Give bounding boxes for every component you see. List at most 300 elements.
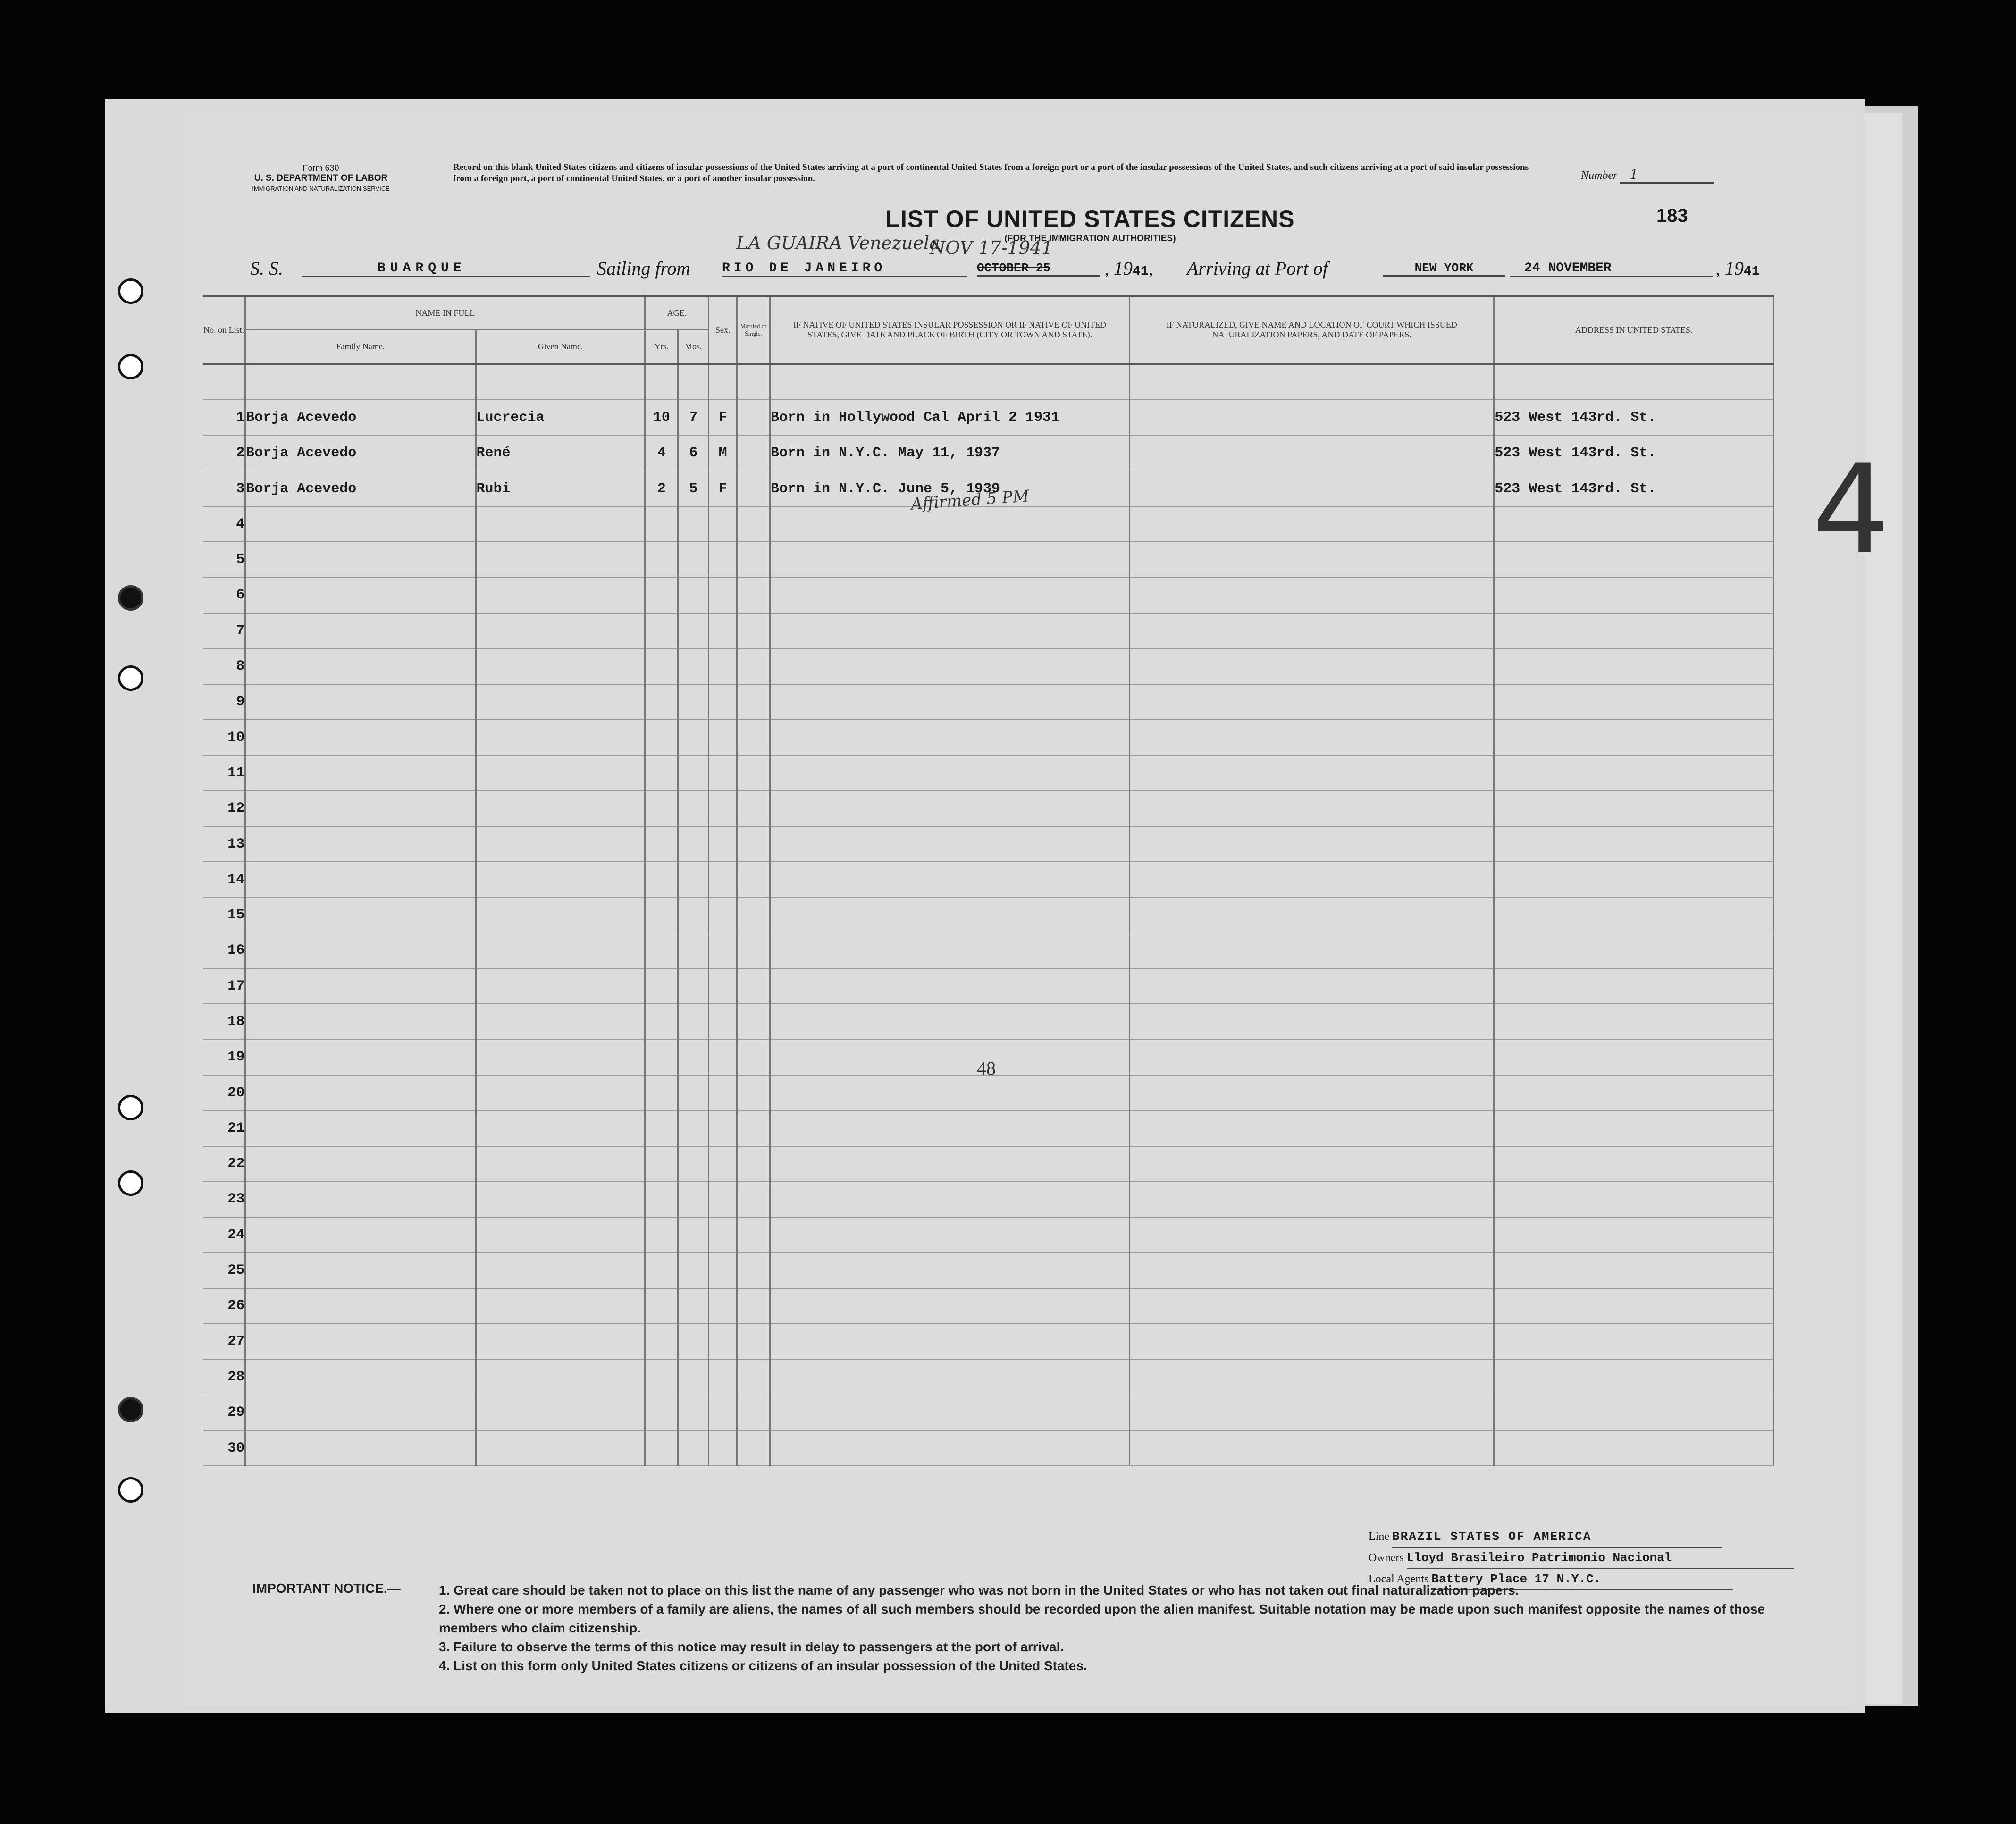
sex-cell <box>709 1324 737 1359</box>
marital-status-cell <box>737 542 770 577</box>
age-years-cell <box>645 578 678 613</box>
family-name-cell <box>245 1075 476 1110</box>
row-number: 29 <box>203 1395 245 1430</box>
marital-status-cell <box>737 720 770 755</box>
notice-item: 4. List on this form only United States citizens or citizens of an insular possession of the United States. <box>439 1658 1087 1673</box>
age-months-cell <box>678 1110 709 1146</box>
row-number: 9 <box>203 684 245 720</box>
family-name-cell <box>245 755 476 790</box>
age-years-cell <box>645 862 678 897</box>
age-months-cell <box>678 791 709 826</box>
us-address-cell <box>1494 1040 1774 1075</box>
given-name-cell <box>476 1217 645 1252</box>
col-name-in-full: NAME IN FULL <box>245 296 645 330</box>
sex-cell <box>709 1110 737 1146</box>
age-years-cell <box>645 684 678 720</box>
notice-item: 1. Great care should be taken not to place on this list the name of any passenger who was not born in the United States or who has not taken out final naturalization papers. <box>439 1583 1519 1597</box>
given-name-cell <box>476 862 645 897</box>
birth-details-cell <box>770 1324 1129 1359</box>
row-number: 20 <box>203 1075 245 1110</box>
arriving-label: Arriving at Port of <box>1187 258 1328 279</box>
birth-details-cell <box>770 862 1129 897</box>
col-sex: Sex. <box>709 296 737 364</box>
us-address-cell <box>1494 684 1774 720</box>
naturalization-details-cell <box>1130 826 1494 862</box>
naturalization-details-cell <box>1130 1217 1494 1252</box>
given-name-cell <box>476 933 645 968</box>
ship-name: BUARQUE <box>302 261 590 277</box>
age-years-cell <box>645 648 678 684</box>
family-name-cell <box>245 506 476 542</box>
row-number: 4 <box>203 506 245 542</box>
us-address-cell <box>1494 755 1774 790</box>
marital-status-cell <box>737 1252 770 1288</box>
naturalization-details-cell <box>1130 791 1494 826</box>
us-address-cell <box>1494 506 1774 542</box>
row-number: 12 <box>203 791 245 826</box>
family-name-cell <box>245 1395 476 1430</box>
birth-details-cell <box>770 506 1129 542</box>
birth-details-cell <box>770 1075 1129 1110</box>
sailing-date: OCTOBER 25 <box>977 261 1100 277</box>
row-number: 28 <box>203 1359 245 1395</box>
marital-status-cell <box>737 684 770 720</box>
row-number: 3 <box>203 471 245 506</box>
table-row <box>203 720 1774 755</box>
sex-cell <box>709 1075 737 1110</box>
us-address-cell <box>1494 968 1774 1004</box>
given-name-cell <box>476 542 645 577</box>
naturalization-details-cell <box>1130 1288 1494 1324</box>
sex-cell <box>709 791 737 826</box>
col-age: AGE. <box>645 296 709 330</box>
family-name-cell: Borja Acevedo <box>245 471 476 506</box>
marital-status-cell <box>737 1324 770 1359</box>
form-subtitle: (FOR THE IMMIGRATION AUTHORITIES) <box>1004 234 1176 244</box>
family-name-cell <box>245 826 476 862</box>
family-name-cell <box>245 1040 476 1075</box>
age-years-cell <box>645 1359 678 1395</box>
binder-hole <box>118 1095 143 1120</box>
birth-details-cell <box>770 1395 1129 1430</box>
naturalization-details-cell <box>1130 1040 1494 1075</box>
family-name-cell <box>245 791 476 826</box>
given-name-cell <box>476 506 645 542</box>
row-number: 6 <box>203 578 245 613</box>
birth-details-cell <box>770 1217 1129 1252</box>
notice-list <box>439 1581 1817 1675</box>
row-number: 2 <box>203 436 245 471</box>
us-address-cell <box>1494 862 1774 897</box>
owners-label: Owners <box>1369 1552 1404 1564</box>
birth-details-cell <box>770 684 1129 720</box>
marital-status-cell <box>737 897 770 933</box>
given-name-cell <box>476 968 645 1004</box>
binder-hole <box>118 354 143 379</box>
birth-details-cell <box>770 1146 1129 1182</box>
age-years-cell <box>645 542 678 577</box>
naturalization-details-cell <box>1130 897 1494 933</box>
age-months-cell <box>678 1252 709 1288</box>
age-years-cell <box>645 1075 678 1110</box>
table-row <box>203 897 1774 933</box>
age-years-cell <box>645 791 678 826</box>
age-years-cell <box>645 613 678 648</box>
sex-cell <box>709 542 737 577</box>
birth-details-cell: Born in N.Y.C. May 11, 1937 <box>770 436 1129 471</box>
family-name-cell: Borja Acevedo <box>245 436 476 471</box>
ss-label: S. S. <box>250 258 283 279</box>
center-page-number: 48 <box>977 1058 996 1079</box>
age-months-cell <box>678 684 709 720</box>
sex-cell <box>709 1146 737 1182</box>
line-value: BRAZIL STATES OF AMERICA <box>1392 1527 1722 1548</box>
marital-status-cell <box>737 1182 770 1217</box>
given-name-cell <box>476 684 645 720</box>
age-years-cell <box>645 1395 678 1430</box>
marital-status-cell <box>737 1110 770 1146</box>
naturalization-details-cell <box>1130 542 1494 577</box>
birth-details-cell <box>770 648 1129 684</box>
marital-status-cell <box>737 791 770 826</box>
naturalization-details-cell <box>1130 1075 1494 1110</box>
table-row <box>203 1217 1774 1252</box>
age-months-cell <box>678 578 709 613</box>
family-name-cell <box>245 1288 476 1324</box>
age-months-cell <box>678 720 709 755</box>
table-row <box>203 613 1774 648</box>
family-name-cell <box>245 968 476 1004</box>
form-instruction: Record on this blank United States citizens and citizens of insular possessions of the United States arriving at a port of continental United States from a foreign port or a port of the insular possessions of the United States, and such citizens arriving at a port of said insular possessions from a foreign port, a port of continental United States, or a port of another insular possession. <box>453 162 1529 184</box>
us-address-cell <box>1494 1430 1774 1466</box>
us-address-cell <box>1494 1075 1774 1110</box>
marital-status-cell <box>737 1004 770 1039</box>
marital-status-cell <box>737 1075 770 1110</box>
sailing-label: Sailing from <box>597 258 690 279</box>
us-address-cell <box>1494 542 1774 577</box>
age-years-cell <box>645 897 678 933</box>
naturalization-details-cell <box>1130 1182 1494 1217</box>
owners-field <box>1369 1548 1840 1569</box>
age-months-cell: 5 <box>678 471 709 506</box>
given-name-cell <box>476 1146 645 1182</box>
naturalization-details-cell <box>1130 648 1494 684</box>
given-name-cell: René <box>476 436 645 471</box>
table-row <box>203 1252 1774 1288</box>
notice-item: 2. Where one or more members of a family are aliens, the names of all such members should be recorded upon the alien manifest. Suitable notation may be made upon such manifest opposite the names of those members who claim citizenship. <box>439 1602 1765 1635</box>
us-address-cell <box>1494 1288 1774 1324</box>
birth-details-cell <box>770 1288 1129 1324</box>
binder-hole <box>118 278 143 304</box>
naturalization-details-cell <box>1130 506 1494 542</box>
number-label: Number <box>1581 169 1618 182</box>
given-name-cell: Rubi <box>476 471 645 506</box>
row-number: 10 <box>203 720 245 755</box>
age-years-cell: 2 <box>645 471 678 506</box>
sex-cell <box>709 1182 737 1217</box>
us-address-cell <box>1494 613 1774 648</box>
row-number: 27 <box>203 1324 245 1359</box>
birth-details-cell <box>770 720 1129 755</box>
table-row <box>203 436 1774 471</box>
us-address-cell: 523 West 143rd. St. <box>1494 471 1774 506</box>
naturalization-details-cell <box>1130 1324 1494 1359</box>
table-row <box>203 791 1774 826</box>
age-months-cell: 7 <box>678 400 709 435</box>
row-number: 21 <box>203 1110 245 1146</box>
table-row <box>203 1110 1774 1146</box>
sex-cell <box>709 1217 737 1252</box>
marital-status-cell <box>737 613 770 648</box>
col-no: No. on List. <box>203 296 245 364</box>
birth-details-cell <box>770 968 1129 1004</box>
row-number: 30 <box>203 1430 245 1466</box>
given-name-cell <box>476 826 645 862</box>
agents-label: Local Agents <box>1369 1573 1429 1585</box>
arrival-year-prefix: 19 <box>1725 258 1744 279</box>
family-name-cell <box>245 1217 476 1252</box>
age-months-cell <box>678 897 709 933</box>
sex-cell <box>709 720 737 755</box>
row-number: 5 <box>203 542 245 577</box>
birth-details-cell <box>770 578 1129 613</box>
table-row <box>203 1146 1774 1182</box>
table-row <box>203 862 1774 897</box>
us-address-cell <box>1494 1359 1774 1395</box>
marital-status-cell <box>737 400 770 435</box>
table-row <box>203 933 1774 968</box>
table-row <box>203 684 1774 720</box>
naturalization-details-cell <box>1130 436 1494 471</box>
service-name: IMMIGRATION AND NATURALIZATION SERVICE <box>252 185 390 192</box>
family-name-cell <box>245 1252 476 1288</box>
row-number: 17 <box>203 968 245 1004</box>
table-row <box>203 1288 1774 1324</box>
us-address-cell <box>1494 1395 1774 1430</box>
family-name-cell: Borja Acevedo <box>245 400 476 435</box>
age-months-cell <box>678 1075 709 1110</box>
given-name-cell <box>476 1430 645 1466</box>
page-number: 183 <box>1656 205 1688 226</box>
margin-handwritten-number: 4 <box>1812 439 1890 581</box>
sex-cell <box>709 1004 737 1039</box>
given-name-cell <box>476 1252 645 1288</box>
family-name-cell <box>245 1004 476 1039</box>
age-months-cell <box>678 542 709 577</box>
col-address: ADDRESS IN UNITED STATES. <box>1494 296 1774 364</box>
age-years-cell <box>645 826 678 862</box>
col-mos: Mos. <box>678 330 709 364</box>
naturalization-details-cell <box>1130 1004 1494 1039</box>
naturalization-details-cell <box>1130 684 1494 720</box>
sex-cell <box>709 862 737 897</box>
col-native: IF NATIVE OF UNITED STATES INSULAR POSSESSION OR IF NATIVE OF UNITED STATES, GIVE DATE AND PLACE OF BIRTH (CITY OR TOWN AND STATE). <box>770 296 1129 364</box>
family-name-cell <box>245 933 476 968</box>
number-field <box>1581 167 1714 184</box>
row-number: 7 <box>203 613 245 648</box>
form-title: LIST OF UNITED STATES CITIZENS <box>885 206 1295 232</box>
sex-cell <box>709 897 737 933</box>
birth-details-cell: Born in Hollywood Cal April 2 1931 <box>770 400 1129 435</box>
sex-cell <box>709 1395 737 1430</box>
line-field <box>1369 1527 1840 1548</box>
marital-status-cell <box>737 1359 770 1395</box>
given-name-cell <box>476 1395 645 1430</box>
age-months-cell <box>678 648 709 684</box>
handwritten-birth-note: Affirmed 5 PM <box>910 487 1030 514</box>
us-address-cell <box>1494 720 1774 755</box>
sailing-port: RIO DE JANEIRO <box>722 261 967 277</box>
birth-details-cell <box>770 1040 1129 1075</box>
us-address-cell <box>1494 1110 1774 1146</box>
marital-status-cell <box>737 1217 770 1252</box>
age-years-cell <box>645 506 678 542</box>
row-number: 19 <box>203 1040 245 1075</box>
agents-value: Battery Place 17 N.Y.C. <box>1431 1569 1733 1590</box>
table-row <box>203 400 1774 435</box>
given-name-cell <box>476 1324 645 1359</box>
given-name-cell: Lucrecia <box>476 400 645 435</box>
marital-status-cell <box>737 471 770 506</box>
binder-hole <box>118 1397 143 1422</box>
given-name-cell <box>476 613 645 648</box>
marital-status-cell <box>737 648 770 684</box>
family-name-cell <box>245 1430 476 1466</box>
family-name-cell <box>245 1359 476 1395</box>
binder-hole <box>118 1170 143 1196</box>
naturalization-details-cell <box>1130 471 1494 506</box>
family-name-cell <box>245 1146 476 1182</box>
birth-details-cell: Born in N.Y.C. June 5, 1939 <box>770 471 1129 506</box>
notice-item: 3. Failure to observe the terms of this notice may result in delay to passengers at the port of arrival. <box>439 1639 1064 1654</box>
age-years-cell <box>645 1252 678 1288</box>
sex-cell <box>709 826 737 862</box>
binder-hole <box>118 585 143 611</box>
age-years-cell <box>645 1110 678 1146</box>
marital-status-cell <box>737 506 770 542</box>
birth-details-cell <box>770 826 1129 862</box>
family-name-cell <box>245 897 476 933</box>
sex-cell <box>709 684 737 720</box>
us-address-cell <box>1494 1324 1774 1359</box>
marital-status-cell <box>737 933 770 968</box>
age-months-cell <box>678 1324 709 1359</box>
row-number: 11 <box>203 755 245 790</box>
col-yrs: Yrs. <box>645 330 678 364</box>
us-address-cell <box>1494 791 1774 826</box>
table-row <box>203 1182 1774 1217</box>
birth-details-cell <box>770 933 1129 968</box>
naturalization-details-cell <box>1130 755 1494 790</box>
sailing-port-handwritten: LA GUAIRA Venezuela <box>736 233 940 253</box>
birth-details-cell <box>770 1430 1129 1466</box>
us-address-cell <box>1494 1182 1774 1217</box>
sex-cell: F <box>709 471 737 506</box>
age-months-cell <box>678 862 709 897</box>
marital-status-cell <box>737 968 770 1004</box>
birth-details-cell <box>770 1110 1129 1146</box>
marital-status-cell <box>737 826 770 862</box>
given-name-cell <box>476 1288 645 1324</box>
us-address-cell <box>1494 826 1774 862</box>
arrival-year-field: , 1941 <box>1715 258 1760 279</box>
given-name-cell <box>476 1182 645 1217</box>
age-years-cell <box>645 1004 678 1039</box>
row-number: 13 <box>203 826 245 862</box>
table-row <box>203 826 1774 862</box>
us-address-cell: 523 West 143rd. St. <box>1494 400 1774 435</box>
age-months-cell <box>678 826 709 862</box>
sex-cell <box>709 648 737 684</box>
marital-status-cell <box>737 1288 770 1324</box>
row-number: 14 <box>203 862 245 897</box>
binder-hole <box>118 1477 143 1503</box>
line-label: Line <box>1369 1530 1389 1543</box>
owners-value: Lloyd Brasileiro Patrimonio Nacional <box>1407 1548 1794 1569</box>
row-number: 8 <box>203 648 245 684</box>
sex-cell <box>709 1288 737 1324</box>
family-name-cell <box>245 1324 476 1359</box>
table-row <box>203 968 1774 1004</box>
birth-details-cell <box>770 1004 1129 1039</box>
naturalization-details-cell <box>1130 862 1494 897</box>
naturalization-details-cell <box>1130 578 1494 613</box>
us-address-cell <box>1494 648 1774 684</box>
us-address-cell: 523 West 143rd. St. <box>1494 436 1774 471</box>
passenger-table <box>203 295 1774 1466</box>
given-name-cell <box>476 897 645 933</box>
given-name-cell <box>476 1075 645 1110</box>
sailing-year-prefix: 19 <box>1114 258 1133 279</box>
marital-status-cell <box>737 862 770 897</box>
sex-cell <box>709 1359 737 1395</box>
form-agency-block <box>250 163 392 194</box>
family-name-cell <box>245 684 476 720</box>
us-address-cell <box>1494 1146 1774 1182</box>
birth-details-cell <box>770 897 1129 933</box>
age-years-cell <box>645 755 678 790</box>
arrival-year: 41 <box>1744 264 1760 279</box>
birth-details-cell <box>770 1359 1129 1395</box>
age-months-cell <box>678 1288 709 1324</box>
birth-details-cell <box>770 1252 1129 1288</box>
given-name-cell <box>476 648 645 684</box>
sex-cell <box>709 968 737 1004</box>
naturalization-details-cell <box>1130 933 1494 968</box>
age-years-cell: 10 <box>645 400 678 435</box>
sex-cell: F <box>709 400 737 435</box>
col-married: Married or Single. <box>737 296 770 364</box>
age-years-cell <box>645 1430 678 1466</box>
arrival-port: NEW YORK <box>1383 261 1505 277</box>
row-number: 23 <box>203 1182 245 1217</box>
age-years-cell <box>645 1217 678 1252</box>
table-row <box>203 1004 1774 1039</box>
sailing-year: 41 <box>1133 264 1149 279</box>
marital-status-cell <box>737 1146 770 1182</box>
row-number: 25 <box>203 1252 245 1288</box>
sex-cell: M <box>709 436 737 471</box>
age-months-cell: 6 <box>678 436 709 471</box>
age-months-cell <box>678 968 709 1004</box>
given-name-cell <box>476 1110 645 1146</box>
us-address-cell <box>1494 1004 1774 1039</box>
age-years-cell: 4 <box>645 436 678 471</box>
age-months-cell <box>678 1004 709 1039</box>
row-number: 26 <box>203 1288 245 1324</box>
age-months-cell <box>678 1182 709 1217</box>
row-number: 18 <box>203 1004 245 1039</box>
